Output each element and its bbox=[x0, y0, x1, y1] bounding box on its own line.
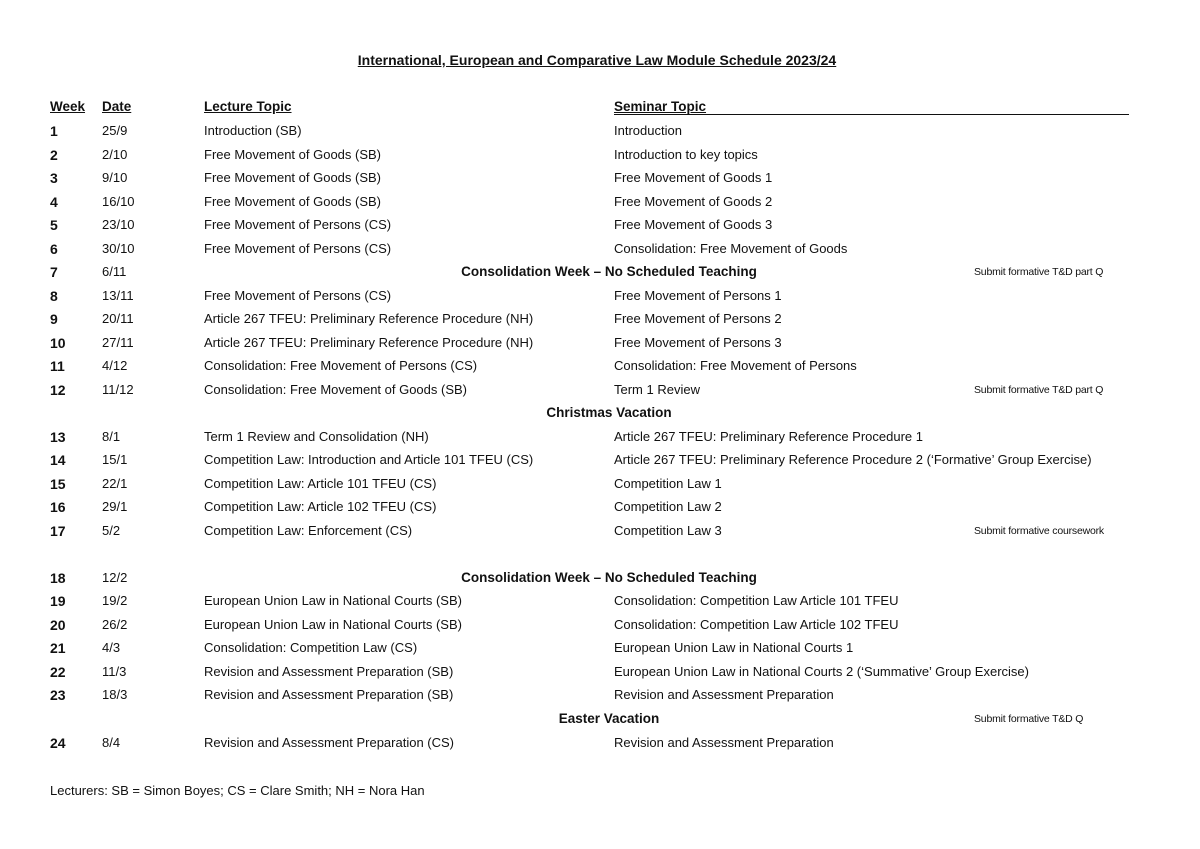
week-number: 2 bbox=[50, 147, 58, 163]
week-number: 18 bbox=[50, 570, 66, 586]
week-number: 1 bbox=[50, 123, 58, 139]
week-date: 25/9 bbox=[102, 123, 128, 138]
submission-note: Submit formative coursework bbox=[974, 525, 1104, 537]
lecture-topic: Introduction (SB) bbox=[204, 123, 302, 138]
week-number: 14 bbox=[50, 452, 66, 468]
lecture-topic: Free Movement of Persons (CS) bbox=[204, 241, 392, 256]
week-date: 16/10 bbox=[102, 194, 135, 209]
banner-row bbox=[0, 568, 1200, 588]
table-row bbox=[0, 380, 1200, 400]
week-number: 19 bbox=[50, 593, 66, 609]
table-row bbox=[0, 615, 1200, 635]
week-number: 20 bbox=[50, 617, 66, 633]
week-number: 15 bbox=[50, 476, 66, 492]
seminar-topic: Revision and Assessment Preparation bbox=[614, 735, 834, 750]
week-date: 12/2 bbox=[102, 570, 128, 585]
lecture-topic: Consolidation: Free Movement of Persons (CS) bbox=[204, 358, 478, 373]
lecture-topic: Revision and Assessment Preparation (CS) bbox=[204, 735, 455, 750]
table-row bbox=[0, 497, 1200, 517]
week-number: 17 bbox=[50, 523, 66, 539]
seminar-topic: Competition Law 3 bbox=[614, 523, 722, 538]
table-row bbox=[0, 309, 1200, 329]
seminar-topic: Article 267 TFEU: Preliminary Reference Procedure 1 bbox=[614, 429, 923, 444]
lecture-topic: Competition Law: Article 102 TFEU (CS) bbox=[204, 499, 437, 514]
table-row bbox=[0, 662, 1200, 682]
seminar-topic: Consolidation: Free Movement of Persons bbox=[614, 358, 857, 373]
week-date: 30/10 bbox=[102, 241, 135, 256]
seminar-topic: Free Movement of Goods 2 bbox=[614, 194, 773, 209]
lecture-topic: Consolidation: Free Movement of Goods (SB) bbox=[204, 382, 468, 397]
week-number: 7 bbox=[50, 264, 58, 280]
table-row bbox=[0, 192, 1200, 212]
week-date: 27/11 bbox=[102, 335, 134, 350]
lecture-topic: Free Movement of Goods (SB) bbox=[204, 170, 382, 185]
table-row bbox=[0, 215, 1200, 235]
seminar-topic: Consolidation: Competition Law Article 101 TFEU bbox=[614, 593, 899, 608]
submission-note: Submit formative T&D part Q bbox=[974, 266, 1104, 278]
banner-row bbox=[0, 709, 1200, 729]
lecture-topic: Term 1 Review and Consolidation (NH) bbox=[204, 429, 429, 444]
lecture-topic: Consolidation: Competition Law (CS) bbox=[204, 640, 418, 655]
header-underline bbox=[614, 114, 1129, 115]
banner-row bbox=[0, 403, 1200, 423]
week-number: 4 bbox=[50, 194, 58, 210]
lecture-topic: Revision and Assessment Preparation (SB) bbox=[204, 687, 454, 702]
seminar-topic: Consolidation: Competition Law Article 102 TFEU bbox=[614, 617, 899, 632]
week-number: 3 bbox=[50, 170, 58, 186]
week-date: 4/3 bbox=[102, 640, 121, 655]
table-row bbox=[0, 286, 1200, 306]
lecture-topic: Competition Law: Introduction and Article 101 TFEU (CS) bbox=[204, 452, 534, 467]
lecturers-legend: Lecturers: SB = Simon Boyes; CS = Clare Smith; NH = Nora Han bbox=[50, 783, 425, 798]
table-row bbox=[0, 450, 1200, 470]
week-number: 10 bbox=[50, 335, 66, 351]
seminar-topic: Free Movement of Persons 3 bbox=[614, 335, 782, 350]
week-number: 22 bbox=[50, 664, 66, 680]
table-row bbox=[0, 521, 1200, 541]
table-row bbox=[0, 168, 1200, 188]
lecture-topic: Free Movement of Goods (SB) bbox=[204, 147, 382, 162]
week-date: 11/12 bbox=[102, 382, 134, 397]
table-row bbox=[0, 685, 1200, 705]
week-number: 13 bbox=[50, 429, 66, 445]
banner-text: Christmas Vacation bbox=[546, 405, 672, 420]
week-date: 2/10 bbox=[102, 147, 128, 162]
page-title: International, European and Comparative Law Module Schedule 2023/24 bbox=[357, 52, 837, 68]
week-number: 9 bbox=[50, 311, 58, 327]
week-date: 29/1 bbox=[102, 499, 128, 514]
header-date: Date bbox=[102, 99, 132, 114]
banner-text: Consolidation Week – No Scheduled Teaching bbox=[461, 570, 757, 585]
week-number: 11 bbox=[50, 358, 65, 374]
week-number: 6 bbox=[50, 241, 58, 257]
week-date: 15/1 bbox=[102, 452, 128, 467]
banner-text: Easter Vacation bbox=[558, 711, 660, 726]
header-seminar-topic: Seminar Topic bbox=[614, 99, 707, 114]
week-number: 21 bbox=[50, 640, 66, 656]
week-number: 23 bbox=[50, 687, 66, 703]
header-lecture-topic: Lecture Topic bbox=[204, 99, 292, 114]
table-row bbox=[0, 733, 1200, 753]
lecture-topic: European Union Law in National Courts (SB) bbox=[204, 593, 462, 608]
submission-note: Submit formative T&D part Q bbox=[974, 384, 1104, 396]
lecture-topic: Free Movement of Goods (SB) bbox=[204, 194, 382, 209]
lecture-topic: Competition Law: Article 101 TFEU (CS) bbox=[204, 476, 437, 491]
table-row bbox=[0, 121, 1200, 141]
week-number: 5 bbox=[50, 217, 58, 233]
week-date: 8/1 bbox=[102, 429, 121, 444]
week-date: 4/12 bbox=[102, 358, 128, 373]
week-date: 19/2 bbox=[102, 593, 128, 608]
table-row bbox=[0, 145, 1200, 165]
seminar-topic: European Union Law in National Courts 2 (‘Summative’ Group Exercise) bbox=[614, 664, 1029, 679]
seminar-topic: Competition Law 2 bbox=[614, 499, 722, 514]
table-row bbox=[0, 356, 1200, 376]
week-date: 6/11 bbox=[102, 264, 127, 279]
seminar-topic: Free Movement of Persons 2 bbox=[614, 311, 782, 326]
seminar-topic: Free Movement of Persons 1 bbox=[614, 288, 782, 303]
seminar-topic: Introduction bbox=[614, 123, 682, 138]
table-row bbox=[0, 474, 1200, 494]
seminar-topic: Introduction to key topics bbox=[614, 147, 758, 162]
lecture-topic: Article 267 TFEU: Preliminary Reference Procedure (NH) bbox=[204, 335, 534, 350]
seminar-topic: Competition Law 1 bbox=[614, 476, 722, 491]
week-date: 26/2 bbox=[102, 617, 128, 632]
submission-note: Submit formative T&D Q bbox=[974, 713, 1084, 725]
table-row bbox=[0, 239, 1200, 259]
seminar-topic: European Union Law in National Courts 1 bbox=[614, 640, 854, 655]
seminar-topic: Revision and Assessment Preparation bbox=[614, 687, 834, 702]
week-number: 24 bbox=[50, 735, 66, 751]
table-row bbox=[0, 591, 1200, 611]
seminar-topic: Article 267 TFEU: Preliminary Reference Procedure 2 (‘Formative’ Group Exercise) bbox=[614, 452, 1092, 467]
week-date: 20/11 bbox=[102, 311, 134, 326]
seminar-topic: Free Movement of Goods 3 bbox=[614, 217, 773, 232]
table-row bbox=[0, 638, 1200, 658]
lecture-topic: Free Movement of Persons (CS) bbox=[204, 288, 392, 303]
header-week: Week bbox=[50, 99, 86, 114]
lecture-topic: Free Movement of Persons (CS) bbox=[204, 217, 392, 232]
lecture-topic: Revision and Assessment Preparation (SB) bbox=[204, 664, 454, 679]
lecture-topic: Article 267 TFEU: Preliminary Reference Procedure (NH) bbox=[204, 311, 534, 326]
week-date: 23/10 bbox=[102, 217, 135, 232]
week-number: 8 bbox=[50, 288, 58, 304]
week-date: 13/11 bbox=[102, 288, 134, 303]
week-date: 8/4 bbox=[102, 735, 121, 750]
table-row bbox=[0, 333, 1200, 353]
banner-text: Consolidation Week – No Scheduled Teaching bbox=[461, 264, 757, 279]
week-number: 12 bbox=[50, 382, 66, 398]
seminar-topic: Term 1 Review bbox=[614, 382, 700, 397]
week-date: 5/2 bbox=[102, 523, 121, 538]
lecture-topic: European Union Law in National Courts (SB) bbox=[204, 617, 462, 632]
week-date: 18/3 bbox=[102, 687, 128, 702]
week-date: 22/1 bbox=[102, 476, 128, 491]
week-number: 16 bbox=[50, 499, 66, 515]
seminar-topic: Consolidation: Free Movement of Goods bbox=[614, 241, 848, 256]
week-date: 9/10 bbox=[102, 170, 128, 185]
banner-row bbox=[0, 262, 1200, 282]
lecture-topic: Competition Law: Enforcement (CS) bbox=[204, 523, 413, 538]
seminar-topic: Free Movement of Goods 1 bbox=[614, 170, 773, 185]
table-row bbox=[0, 427, 1200, 447]
week-date: 11/3 bbox=[102, 664, 127, 679]
